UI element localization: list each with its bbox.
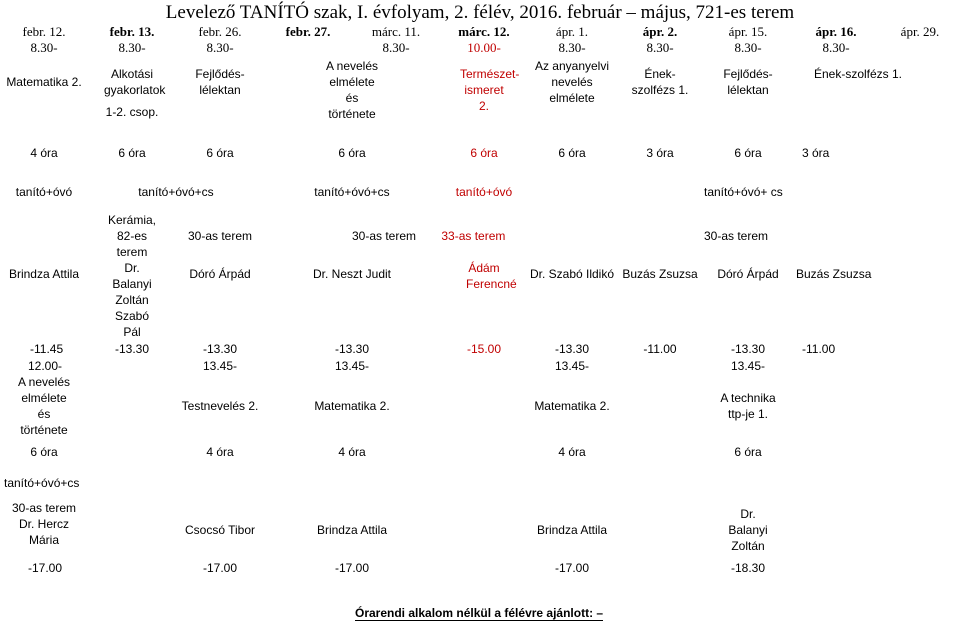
start-time-cell: 12.00- <box>28 359 63 373</box>
time-cell: 8.30- <box>646 40 674 55</box>
group-cell: tanító+óvó <box>455 185 513 199</box>
subject-cell <box>0 374 88 438</box>
date-cell: febr. 26. <box>198 24 242 39</box>
teacher-cell: Dr. Szabó Ildikó <box>529 267 615 281</box>
subject-cell: Matematika 2. <box>6 75 82 89</box>
teacher-name: Dr. Hercz Mária <box>18 517 69 547</box>
subject-name: Fejlődés-lélektan <box>723 67 773 97</box>
room-cell <box>352 212 528 260</box>
subject-cell <box>616 56 704 134</box>
start-time-cell: 13.45- <box>554 359 590 373</box>
room-name: 33-as terem <box>441 229 506 243</box>
date-cell: ápr. 2. <box>642 24 678 39</box>
session2-group-row <box>0 466 960 500</box>
hours-cell: 4 óra <box>206 445 234 459</box>
time-cell: 8.30- <box>118 40 146 55</box>
group-cell: tanító+óvó+cs <box>138 185 214 199</box>
subject-cell: Matematika 2. <box>534 399 610 413</box>
subject-name: A nevelés elmélete és története <box>325 59 379 121</box>
subject-cell <box>528 56 616 134</box>
teachers-row <box>0 260 960 340</box>
room-cell: 30-as terem <box>704 229 769 243</box>
subject-note: 1-2. csop. <box>105 105 159 119</box>
dates-row <box>0 24 960 40</box>
end-time-cell: -13.30 <box>554 342 590 356</box>
subject-name: Ének-szolfézs 1. <box>813 67 903 81</box>
subjects-row <box>0 56 960 134</box>
date-cell: febr. 12. <box>22 24 66 39</box>
end-time-cell: -11.45 <box>30 342 64 356</box>
subject-name: Az anyanyelvi nevelés elmélete <box>534 59 610 105</box>
teacher-cell: Dóró Árpád <box>189 267 251 281</box>
subject-cell <box>88 56 176 134</box>
time-cell: 10.00- <box>467 40 501 55</box>
teacher-cell: Csocsó Tibor <box>184 523 256 537</box>
groups-row <box>0 172 960 212</box>
room-cell <box>88 212 176 260</box>
subject-cell <box>792 56 960 134</box>
subject-cell: Matematika 2. <box>314 399 390 413</box>
teacher-cell <box>0 500 88 560</box>
subject-name: A technika ttp-je 1. <box>720 391 776 421</box>
start-time-cell: 13.45- <box>730 359 766 373</box>
date-cell: febr. 13. <box>109 24 155 39</box>
time-cell: 8.30- <box>558 40 586 55</box>
end-time-cell: -18.30 <box>730 561 766 575</box>
subject-name: Természet-ismeret 2. <box>460 67 520 113</box>
group-cell: tanító+óvó+ cs <box>704 185 783 199</box>
start-time-cell: 13.45- <box>202 359 238 373</box>
hours-cell: 6 óra <box>30 445 58 459</box>
hours-cell: 3 óra <box>646 146 674 160</box>
subject-cell <box>264 56 440 134</box>
rooms-row <box>0 212 960 260</box>
subject-cell: Testnevelés 2. <box>181 399 259 413</box>
date-cell: márc. 11. <box>371 24 421 39</box>
subject-name: Ének-szolfézs 1. <box>631 67 689 97</box>
end-time-cell: -17.00 <box>334 561 370 575</box>
end-time-cell: -15.00 <box>466 342 502 356</box>
subject-name: Alkotási gyakorlatok <box>104 67 166 97</box>
hours-cell: 6 óra <box>470 146 498 160</box>
hours-cell: 4 óra <box>30 146 58 160</box>
subject-name: A nevelés elmélete és története <box>17 375 71 437</box>
room-cell: 30-as terem <box>188 229 253 243</box>
subject-cell <box>704 56 792 134</box>
date-cell: febr. 27. <box>285 24 331 39</box>
subject-cell <box>440 56 528 134</box>
time-cell: 8.30- <box>382 40 410 55</box>
session2-teachers-row <box>0 500 960 560</box>
hours-cell: 4 óra <box>338 445 366 459</box>
hours-row <box>0 134 960 172</box>
end-times-row <box>0 340 960 358</box>
start-time-cell: 13.45- <box>334 359 370 373</box>
teacher-name: Ádám Ferencné <box>466 261 517 291</box>
hours-cell: 6 óra <box>206 146 234 160</box>
room-name: Kerámia, 82-es terem <box>107 213 157 259</box>
end-time-cell: -13.30 <box>730 342 766 356</box>
date-cell: ápr. 15. <box>728 24 768 39</box>
end-time-cell: -17.00 <box>554 561 590 575</box>
session2-start-row <box>0 358 960 374</box>
end-time-cell: -17.00 <box>28 561 63 575</box>
footer-note: Órarendi alkalom nélkül a félévre ajánlott: – <box>355 606 604 620</box>
schedule-table <box>0 24 960 576</box>
end-time-cell: -13.30 <box>114 342 150 356</box>
end-time-cell: -11.00 <box>802 342 836 356</box>
time-cell: 8.30- <box>734 40 762 55</box>
hours-cell: 6 óra <box>734 445 762 459</box>
date-cell: márc. 12. <box>458 24 510 39</box>
teacher-cell: Buzás Zsuzsa <box>796 267 872 281</box>
group-cell: tanító+óvó+cs <box>4 476 80 490</box>
session2-hours-row <box>0 438 960 466</box>
subject-cell <box>704 374 792 438</box>
session2-subjects-row <box>0 374 960 438</box>
teacher-cell <box>88 260 176 340</box>
hours-cell: 3 óra <box>802 146 830 160</box>
teacher-cell <box>440 260 528 340</box>
hours-cell: 4 óra <box>558 445 586 459</box>
date-cell: ápr. 29. <box>900 24 940 39</box>
teacher-name: Dr. Balanyi Zoltán Szabó Pál <box>112 261 152 339</box>
room-name: 30-as terem <box>11 501 77 515</box>
session2-end-row <box>0 560 960 576</box>
room-name: 30-as terem <box>352 229 417 243</box>
hours-cell: 6 óra <box>734 146 762 160</box>
teacher-cell: Brindza Attila <box>316 523 388 537</box>
teacher-cell <box>704 500 792 560</box>
date-cell: ápr. 16. <box>815 24 857 39</box>
subject-cell <box>176 56 264 134</box>
teacher-cell: Dóró Árpád <box>717 267 779 281</box>
start-times-row <box>0 40 960 56</box>
subject-name: Fejlődés-lélektan <box>195 67 245 97</box>
hours-cell: 6 óra <box>338 146 366 160</box>
end-time-cell: -17.00 <box>202 561 238 575</box>
group-cell: tanító+óvó+cs <box>314 185 390 199</box>
teacher-cell: Dr. Neszt Judit <box>312 267 392 281</box>
end-time-cell: -13.30 <box>334 342 370 356</box>
teacher-cell: Brindza Attila <box>536 523 608 537</box>
teacher-name: Dr. Balanyi Zoltán <box>728 507 768 553</box>
teacher-cell: Buzás Zsuzsa <box>622 267 698 281</box>
hours-cell: 6 óra <box>558 146 586 160</box>
end-time-cell: -13.30 <box>202 342 238 356</box>
teacher-cell: Brindza Attila <box>8 267 80 281</box>
date-cell: ápr. 1. <box>555 24 589 39</box>
hours-cell: 6 óra <box>118 146 146 160</box>
time-cell: 8.30- <box>30 40 58 55</box>
page-title: Levelező TANÍTÓ szak, I. évfolyam, 2. félév, 2016. február – május, 721-es terem <box>165 2 795 23</box>
group-cell: tanító+óvó <box>15 185 73 199</box>
time-cell: 8.30- <box>206 40 234 55</box>
end-time-cell: -11.00 <box>643 342 677 356</box>
time-cell: 8.30- <box>822 40 850 55</box>
